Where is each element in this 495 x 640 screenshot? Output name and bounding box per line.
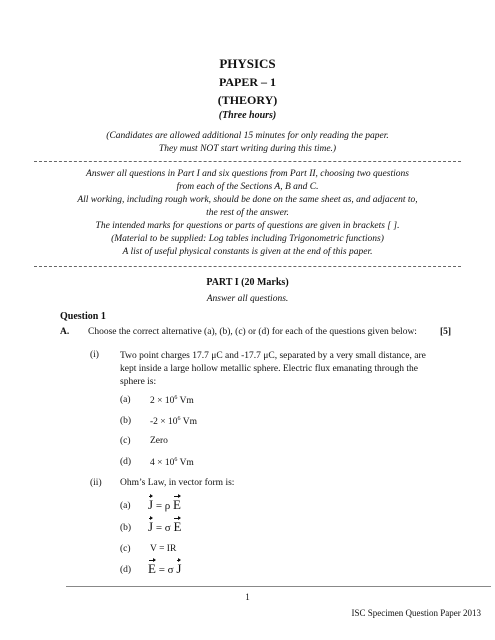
option-label: (a) [120, 395, 131, 405]
footer-rule [66, 586, 491, 587]
option-value: -2 × 10 [150, 417, 178, 428]
equation-operator: = σ [153, 522, 174, 534]
section-label: A. [60, 327, 70, 337]
question-instruction: Choose the correct alternative (a), (b), (c) or (d) for each of the questions given below: [88, 327, 417, 337]
instruction-line: from each of the Sections A, B and C. [176, 182, 319, 192]
candidates-note-line: (Candidates are allowed additional 15 minutes for only reading the paper. [106, 131, 389, 141]
item-number: (i) [90, 350, 99, 360]
item-number: (ii) [90, 478, 102, 488]
item-text-line: sphere is: [120, 377, 157, 387]
question-heading: Question 1 [60, 311, 106, 322]
equation-operator: = σ [155, 564, 177, 576]
paper-duration: (Three hours) [218, 110, 277, 121]
option-unit: Vm [177, 396, 194, 407]
item-text-line: Two point charges 17.7 μC and -17.7 μC, separated by a very small distance, are [120, 351, 426, 361]
option-text [150, 457, 194, 468]
footer-label: ISC Specimen Question Paper 2013 [351, 608, 481, 618]
instruction-line: Answer all questions in Part I and six questions from Part II, choosing two questions [86, 169, 409, 179]
instructions-block [34, 168, 461, 259]
vector-j: J [148, 497, 154, 512]
option-text: Zero [150, 436, 168, 446]
item-text-line: kept inside a large hollow metallic sphere. Electric flux emanating through the [120, 364, 418, 374]
option-value: 4 × 10 [150, 458, 175, 469]
vector-e: E [148, 561, 156, 576]
option-label: (b) [120, 416, 132, 426]
option-label: (b) [120, 523, 132, 533]
item-text: Ohm’s Law, in vector form is: [120, 478, 235, 488]
subject-title: PHYSICS [219, 56, 276, 71]
instruction-line: (Material to be supplied: Log tables including Trigonometric functions) [111, 234, 384, 244]
option-value: 2 × 10 [150, 396, 175, 407]
option-label: (c) [120, 436, 131, 446]
part-subtitle: Answer all questions. [206, 294, 289, 304]
dashed-divider [34, 161, 461, 162]
paper-type: (THEORY) [217, 93, 278, 107]
vector-j: J [148, 519, 154, 534]
option-label: (d) [120, 565, 132, 575]
vector-j: J [176, 561, 182, 576]
option-text [150, 416, 197, 427]
candidates-note [60, 130, 435, 156]
vector-e: E [173, 497, 181, 512]
instruction-line: The intended marks for questions or parts of questions are given in brackets [ ]. [95, 221, 400, 231]
dashed-divider [34, 266, 461, 267]
item-text [120, 350, 472, 389]
option-exponent: 6 [174, 457, 178, 463]
option-text: V = IR [150, 544, 177, 554]
equation-operator: = ρ [153, 500, 174, 512]
option-label: (c) [120, 544, 131, 554]
option-equation [148, 497, 181, 513]
option-equation [148, 519, 181, 535]
candidates-note-line: They must NOT start writing during this time.) [158, 144, 337, 154]
instruction-line: A list of useful physical constants is given at the end of this paper. [122, 247, 373, 257]
vector-e: E [173, 519, 182, 534]
option-text [150, 395, 194, 406]
instruction-line: All working, including rough work, should be done on the same sheet as, and adjacent to, [77, 195, 418, 205]
option-label: (d) [120, 457, 132, 467]
part-title: PART I (20 Marks) [206, 277, 289, 288]
option-label: (a) [120, 501, 131, 511]
page-number: 1 [245, 592, 250, 602]
option-equation [148, 561, 181, 577]
question-marks: [5] [440, 327, 452, 337]
option-exponent: 6 [174, 395, 178, 401]
option-exponent: 6 [177, 416, 181, 422]
option-unit: Vm [177, 458, 194, 469]
option-unit: Vm [180, 417, 197, 428]
paper-number: PAPER – 1 [218, 75, 277, 89]
instruction-line: the rest of the answer. [206, 208, 289, 218]
